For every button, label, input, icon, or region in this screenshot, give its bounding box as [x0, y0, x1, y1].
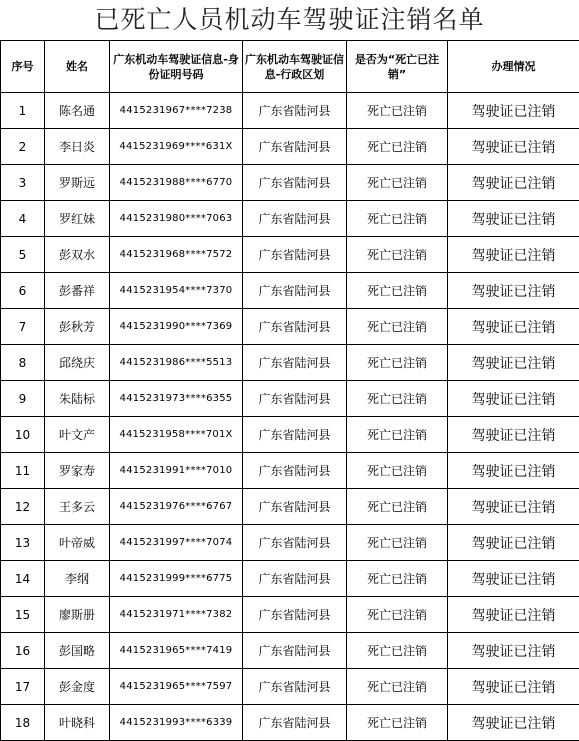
- cell-id-number: 4415231965****7419: [110, 633, 243, 669]
- cell-name: 王多云: [45, 489, 110, 525]
- cell-id-number: 4415231993****6339: [110, 705, 243, 741]
- cell-region: 广东省陆河县: [243, 165, 347, 201]
- cell-dead-status: 死亡已注销: [347, 633, 448, 669]
- cell-dead-status: 死亡已注销: [347, 309, 448, 345]
- deregistration-table: [0, 40, 579, 741]
- cell-id-number: 4415231954****7370: [110, 273, 243, 309]
- cell-dead-status: 死亡已注销: [347, 201, 448, 237]
- cell-id-number: 4415231967****7238: [110, 93, 243, 129]
- cell-id-number: 4415231988****6770: [110, 165, 243, 201]
- table-row: [1, 525, 579, 561]
- cell-dead-status: 死亡已注销: [347, 237, 448, 273]
- cell-id-number: 4415231980****7063: [110, 201, 243, 237]
- cell-no: 15: [1, 597, 45, 633]
- table-row: [1, 597, 579, 633]
- cell-name: 叶晓科: [45, 705, 110, 741]
- cell-no: 10: [1, 417, 45, 453]
- cell-no: 8: [1, 345, 45, 381]
- cell-name: 廖斯册: [45, 597, 110, 633]
- cell-id-number: 4415231999****6775: [110, 561, 243, 597]
- cell-id-number: 4415231997****7074: [110, 525, 243, 561]
- cell-name: 罗斯远: [45, 165, 110, 201]
- header-dead-status: 是否为“死亡已注销”: [347, 41, 448, 93]
- cell-dead-status: 死亡已注销: [347, 129, 448, 165]
- table-body: [1, 93, 579, 741]
- cell-name: 叶文产: [45, 417, 110, 453]
- cell-region: 广东省陆河县: [243, 129, 347, 165]
- cell-no: 17: [1, 669, 45, 705]
- cell-name: 朱陆标: [45, 381, 110, 417]
- cell-name: 陈名通: [45, 93, 110, 129]
- cell-id-number: 4415231958****701X: [110, 417, 243, 453]
- cell-name: 彭双水: [45, 237, 110, 273]
- cell-id-number: 4415231969****631X: [110, 129, 243, 165]
- cell-region: 广东省陆河县: [243, 633, 347, 669]
- table-row: [1, 201, 579, 237]
- cell-name: 叶帝威: [45, 525, 110, 561]
- table-row: [1, 561, 579, 597]
- cell-handling: 驾驶证已注销: [448, 237, 579, 273]
- cell-handling: 驾驶证已注销: [448, 273, 579, 309]
- cell-id-number: 4415231965****7597: [110, 669, 243, 705]
- cell-id-number: 4415231991****7010: [110, 453, 243, 489]
- cell-id-number: 4415231968****7572: [110, 237, 243, 273]
- cell-dead-status: 死亡已注销: [347, 165, 448, 201]
- table-row: [1, 93, 579, 129]
- cell-id-number: 4415231990****7369: [110, 309, 243, 345]
- table-header: [1, 41, 579, 93]
- cell-no: 9: [1, 381, 45, 417]
- cell-dead-status: 死亡已注销: [347, 525, 448, 561]
- cell-no: 13: [1, 525, 45, 561]
- table-row: [1, 633, 579, 669]
- cell-dead-status: 死亡已注销: [347, 93, 448, 129]
- cell-dead-status: 死亡已注销: [347, 417, 448, 453]
- cell-handling: 驾驶证已注销: [448, 561, 579, 597]
- table-row: [1, 453, 579, 489]
- cell-id-number: 4415231973****6355: [110, 381, 243, 417]
- cell-handling: 驾驶证已注销: [448, 489, 579, 525]
- cell-dead-status: 死亡已注销: [347, 345, 448, 381]
- cell-dead-status: 死亡已注销: [347, 705, 448, 741]
- header-handling: 办理情况: [448, 41, 579, 93]
- cell-id-number: 4415231971****7382: [110, 597, 243, 633]
- cell-dead-status: 死亡已注销: [347, 597, 448, 633]
- cell-dead-status: 死亡已注销: [347, 453, 448, 489]
- cell-dead-status: 死亡已注销: [347, 273, 448, 309]
- cell-region: 广东省陆河县: [243, 309, 347, 345]
- cell-name: 李日炎: [45, 129, 110, 165]
- cell-handling: 驾驶证已注销: [448, 309, 579, 345]
- cell-no: 5: [1, 237, 45, 273]
- cell-no: 16: [1, 633, 45, 669]
- cell-dead-status: 死亡已注销: [347, 669, 448, 705]
- cell-region: 广东省陆河县: [243, 561, 347, 597]
- cell-handling: 驾驶证已注销: [448, 525, 579, 561]
- cell-no: 14: [1, 561, 45, 597]
- cell-no: 4: [1, 201, 45, 237]
- cell-no: 2: [1, 129, 45, 165]
- document-title: 已死亡人员机动车驾驶证注销名单: [0, 0, 579, 40]
- cell-no: 18: [1, 705, 45, 741]
- cell-name: 彭国略: [45, 633, 110, 669]
- table-row: [1, 309, 579, 345]
- cell-region: 广东省陆河县: [243, 525, 347, 561]
- cell-dead-status: 死亡已注销: [347, 561, 448, 597]
- cell-no: 1: [1, 93, 45, 129]
- cell-handling: 驾驶证已注销: [448, 345, 579, 381]
- cell-handling: 驾驶证已注销: [448, 129, 579, 165]
- table-row: [1, 237, 579, 273]
- cell-no: 3: [1, 165, 45, 201]
- cell-handling: 驾驶证已注销: [448, 381, 579, 417]
- cell-dead-status: 死亡已注销: [347, 381, 448, 417]
- cell-no: 12: [1, 489, 45, 525]
- cell-name: 邱绕庆: [45, 345, 110, 381]
- table-row: [1, 129, 579, 165]
- table-row: [1, 273, 579, 309]
- cell-handling: 驾驶证已注销: [448, 705, 579, 741]
- cell-region: 广东省陆河县: [243, 669, 347, 705]
- cell-no: 7: [1, 309, 45, 345]
- table-row: [1, 489, 579, 525]
- table-row: [1, 417, 579, 453]
- header-region: 广东机动车驾驶证信息-行政区划: [243, 41, 347, 93]
- cell-handling: 驾驶证已注销: [448, 669, 579, 705]
- table-row: [1, 381, 579, 417]
- cell-no: 11: [1, 453, 45, 489]
- cell-name: 彭番祥: [45, 273, 110, 309]
- cell-region: 广东省陆河县: [243, 489, 347, 525]
- cell-id-number: 4415231986****5513: [110, 345, 243, 381]
- cell-dead-status: 死亡已注销: [347, 489, 448, 525]
- table-row: [1, 345, 579, 381]
- cell-region: 广东省陆河县: [243, 453, 347, 489]
- cell-region: 广东省陆河县: [243, 381, 347, 417]
- cell-handling: 驾驶证已注销: [448, 417, 579, 453]
- cell-name: 彭秋芳: [45, 309, 110, 345]
- cell-name: 彭金度: [45, 669, 110, 705]
- cell-no: 6: [1, 273, 45, 309]
- cell-name: 罗家寿: [45, 453, 110, 489]
- cell-region: 广东省陆河县: [243, 201, 347, 237]
- cell-region: 广东省陆河县: [243, 273, 347, 309]
- header-name: 姓名: [45, 41, 110, 93]
- cell-region: 广东省陆河县: [243, 705, 347, 741]
- cell-region: 广东省陆河县: [243, 93, 347, 129]
- cell-handling: 驾驶证已注销: [448, 93, 579, 129]
- table-row: [1, 705, 579, 741]
- header-row: [1, 41, 579, 93]
- cell-region: 广东省陆河县: [243, 237, 347, 273]
- cell-name: 罗红妹: [45, 201, 110, 237]
- cell-handling: 驾驶证已注销: [448, 201, 579, 237]
- cell-name: 李纲: [45, 561, 110, 597]
- cell-handling: 驾驶证已注销: [448, 453, 579, 489]
- header-no: 序号: [1, 41, 45, 93]
- cell-handling: 驾驶证已注销: [448, 597, 579, 633]
- cell-region: 广东省陆河县: [243, 345, 347, 381]
- cell-handling: 驾驶证已注销: [448, 165, 579, 201]
- cell-id-number: 4415231976****6767: [110, 489, 243, 525]
- table-row: [1, 165, 579, 201]
- table-row: [1, 669, 579, 705]
- cell-region: 广东省陆河县: [243, 417, 347, 453]
- header-id: 广东机动车驾驶证信息-身份证明号码: [110, 41, 243, 93]
- cell-region: 广东省陆河县: [243, 597, 347, 633]
- cell-handling: 驾驶证已注销: [448, 633, 579, 669]
